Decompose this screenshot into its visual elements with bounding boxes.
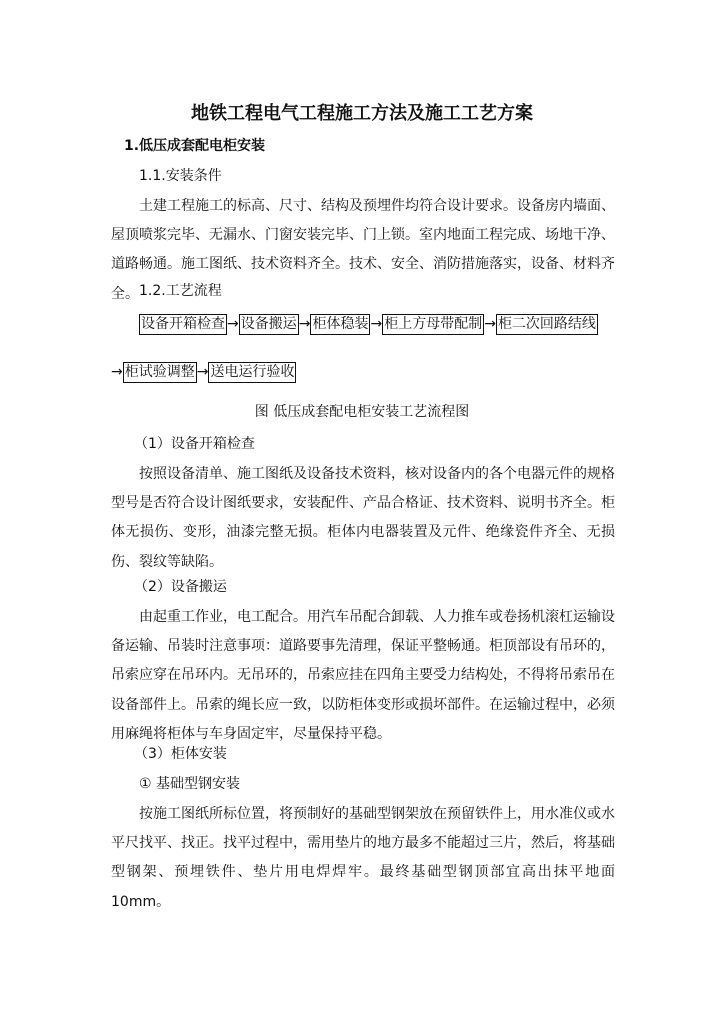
- flow-step-box: 柜试验调整: [123, 362, 197, 383]
- flow-step-box: 柜上方母带配制: [382, 314, 484, 335]
- flow-arrow: →: [111, 364, 123, 380]
- paragraph-base-steel: 按施工图纸所标位置，将预制好的基础型钢架放在预留铁件上，用水准仪或水平尺找平、找正。找平过程中，需用垫片的地方最多不能超过三片，然后，将基础型钢架、预埋铁件、垫片用电焊焊牢。最终基础型钢顶部宜高出抹平地面10mm。: [111, 806, 615, 910]
- flow-arrow: →: [227, 316, 239, 332]
- flow-step-box: 柜体稳装: [310, 314, 370, 335]
- section-heading: 1.低压成套配电柜安装: [124, 138, 266, 154]
- document-title: 地铁工程电气工程施工方法及施工工艺方案: [191, 103, 533, 124]
- flow-arrow: →: [298, 316, 311, 332]
- paragraph-conditions: 土建工程施工的标高、尺寸、结构及预埋件均符合设计要求。设备房内墙面、屋顶喷浆完毕、无漏水、门窗安装完毕、门上锁。室内地面工程完成、场地干净、道路畅通。施工图纸、技术资料齐全。技术、安全、消防措施落实，设备、材料齐全。: [111, 198, 615, 302]
- substep-heading-base-steel: ① 基础型钢安装: [139, 776, 241, 792]
- flow-step-box: 设备搬运: [239, 314, 299, 335]
- flow-arrow: →: [484, 316, 496, 332]
- flow-arrow: →: [370, 316, 383, 332]
- flow-step-box: 设备开箱检查: [139, 314, 227, 335]
- paragraph-transport: 由起重工作业，电工配合。用汽车吊配合卸载、人力推车或卷扬机滚杠运输设备运输、吊装时注意事项：道路要事先清理，保证平整畅通。柜顶部设有吊环的，吊索应穿在吊环内。无吊环的，吊索应挂在四角主要受力结构处，不得将吊索吊在设备部件上。吊索的绳长应一致，以防柜体变形或损坏部件。在运输过程中，必须用麻绳将柜体与车身固定牢，尽量保持平稳。: [111, 609, 615, 742]
- step-heading-unpacking: （1）设备开箱检查: [134, 436, 255, 452]
- process-flow-line-2: [111, 362, 615, 383]
- subsection-heading-conditions: 1.1.安装条件: [139, 168, 222, 184]
- flow-arrow: →: [196, 364, 209, 380]
- figure-caption: 图 低压成套配电柜安装工艺流程图: [254, 404, 470, 420]
- flow-step-box: 柜二次回路结线: [496, 314, 598, 335]
- step-heading-cabinet-install: （3）柜体安装: [134, 746, 227, 762]
- subsection-heading-process: 1.2.工艺流程: [139, 283, 222, 299]
- paragraph-unpacking: 按照设备清单、施工图纸及设备技术资料，核对设备内的各个电器元件的规格型号是否符合设计图纸要求，安装配件、产品合格证、技术资料、说明书齐全。柜体无损伤、变形，油漆完整无损。柜体内电器装置及元件、绝缘瓷件齐全、无损伤、裂纹等缺陷。: [111, 466, 615, 570]
- step-heading-transport: （2）设备搬运: [134, 579, 227, 595]
- process-flow-line-1: [139, 314, 643, 335]
- flow-step-box: 送电运行验收: [208, 362, 296, 383]
